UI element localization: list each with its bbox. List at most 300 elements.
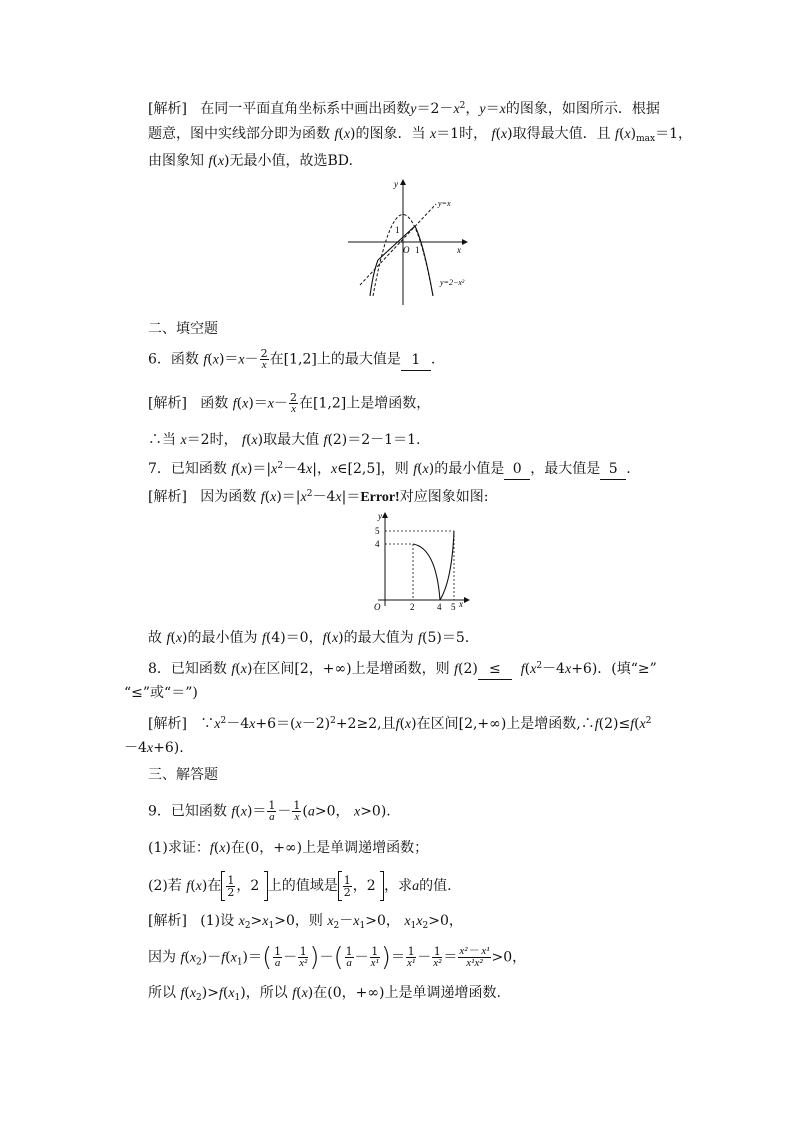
solution-7-line-2 xyxy=(148,628,469,649)
var: x xyxy=(175,631,183,646)
var: f xyxy=(323,433,328,448)
var: f xyxy=(186,879,191,894)
tick-label-4: 4 xyxy=(375,539,380,549)
text: 8．已知函数 xyxy=(148,661,227,677)
answer-blank-max: 5 xyxy=(600,459,626,480)
var: f xyxy=(261,631,266,646)
text: ( xyxy=(212,153,218,169)
solution-6-line-2 xyxy=(148,430,420,451)
subscript: 2 xyxy=(196,993,202,1003)
text: 故 xyxy=(148,630,162,646)
var: f xyxy=(594,717,599,732)
var: f xyxy=(231,462,236,477)
text: ( xyxy=(184,985,190,1001)
text: ， xyxy=(465,101,480,117)
numerator: x²－ x¹ xyxy=(459,945,490,957)
solution-8-line-2 xyxy=(124,738,184,759)
numerator: 1 xyxy=(345,945,353,958)
text: ) xyxy=(630,126,637,142)
exponent: 2 xyxy=(645,716,652,726)
text: ，求 xyxy=(384,878,413,894)
text: －4 xyxy=(312,489,336,505)
var: f xyxy=(208,154,213,169)
var: f xyxy=(203,352,208,368)
text: >0， xyxy=(314,803,350,820)
var: f xyxy=(180,986,185,1001)
solution-5-line-3 xyxy=(148,151,353,172)
label-one-y: 1 xyxy=(395,225,400,235)
text: >0，则 xyxy=(274,913,323,929)
solution-tag: [解析] xyxy=(148,101,187,117)
exponent: 2 xyxy=(220,716,227,726)
text: ，最大值是 xyxy=(530,461,601,477)
denominator: x² xyxy=(433,957,442,969)
text: － xyxy=(277,803,292,820)
var: x xyxy=(639,717,646,732)
text: )的最小值为 xyxy=(182,630,258,646)
text: 由图象知 xyxy=(148,153,204,169)
var: f xyxy=(232,396,237,412)
label-origin: O xyxy=(374,602,381,612)
text: － xyxy=(319,949,334,966)
text: (2)＝2－1＝1. xyxy=(327,432,421,448)
text: (1)求证： xyxy=(148,840,210,856)
text: +6)．(填“≥” xyxy=(571,661,657,677)
text: 对应图象如图: xyxy=(399,489,489,505)
text: )＝| xyxy=(276,489,301,505)
text: ( xyxy=(296,985,302,1001)
numerator: 1 xyxy=(293,799,301,812)
text: 的图象，如图所示．根据 xyxy=(505,101,660,117)
solution-5-line-2 xyxy=(148,124,692,149)
error-text: Error! xyxy=(360,490,400,505)
text: |＝ xyxy=(341,489,361,505)
text: 6．函数 xyxy=(148,351,199,368)
text: ( xyxy=(302,803,308,820)
var: x xyxy=(251,433,258,448)
text: ( xyxy=(495,126,501,142)
var: x xyxy=(327,914,334,929)
denominator: x¹ xyxy=(407,957,416,969)
numerator: 1 xyxy=(407,945,415,958)
subscript: 1 xyxy=(236,957,243,968)
text: － xyxy=(339,913,354,929)
subscript: 2 xyxy=(333,921,340,931)
text: 的图象．当 xyxy=(355,126,426,142)
denominator: x² xyxy=(299,957,308,969)
fraction xyxy=(298,946,308,969)
x-axis-arrow xyxy=(464,597,470,603)
var: x xyxy=(217,154,225,169)
solution-tag: [解析] xyxy=(148,716,187,732)
fraction xyxy=(292,800,301,823)
text: )在(0，+∞)上是单调递增函数； xyxy=(225,840,429,856)
var: x xyxy=(453,102,460,117)
text: 在[1,2]上的最大值是 xyxy=(269,351,401,368)
text: － xyxy=(274,395,289,412)
var: x xyxy=(249,717,256,732)
text: ∴当 xyxy=(148,432,176,448)
text: 因为 xyxy=(148,949,176,966)
text: ( xyxy=(618,126,625,142)
var: f xyxy=(218,986,223,1001)
var: x xyxy=(270,490,277,505)
tick-label-5: 5 xyxy=(375,526,380,536)
text: +6). xyxy=(153,740,184,756)
numerator: 2 xyxy=(260,347,268,360)
fraction xyxy=(267,800,276,823)
denominator: x xyxy=(291,403,296,415)
var: a xyxy=(307,804,315,820)
var: x xyxy=(262,914,269,929)
denominator: a xyxy=(269,811,275,823)
figure-abs-function xyxy=(358,508,474,613)
paren-open: ( xyxy=(333,942,344,973)
y-axis-arrow xyxy=(382,512,388,518)
var: x xyxy=(242,396,249,412)
tick-label-x4: 4 xyxy=(437,602,442,612)
var: y xyxy=(410,102,417,117)
var: x xyxy=(189,986,197,1001)
question-9-part-1 xyxy=(148,838,428,859)
text: 函数 xyxy=(200,395,229,412)
solution-8-line-1 xyxy=(148,711,652,735)
exponent: 2 xyxy=(330,716,336,726)
text: )－ xyxy=(201,949,222,966)
paren-open: ( xyxy=(262,942,273,973)
label-y-eq-x: y=x xyxy=(438,199,451,208)
question-9-part-2 xyxy=(148,871,452,901)
text: )＝ xyxy=(242,949,263,966)
text: 在[1,2]上是增函数， xyxy=(299,395,431,412)
question-6 xyxy=(148,348,435,371)
var: x xyxy=(240,662,247,677)
text: ( xyxy=(235,803,241,820)
text: > xyxy=(250,913,263,929)
text: 7．已知函数 xyxy=(148,461,227,477)
text: (4)＝0， xyxy=(265,630,323,646)
answer-blank-min: 0 xyxy=(504,459,530,480)
numerator: 1 xyxy=(227,873,235,887)
var: x xyxy=(230,950,237,966)
var: x xyxy=(353,804,361,820)
text: |， xyxy=(312,461,331,477)
denominator: 2 xyxy=(343,885,351,899)
var: x xyxy=(353,914,360,929)
text: －4 xyxy=(542,661,565,677)
text: － xyxy=(417,949,432,966)
text: ＝1时， xyxy=(436,126,488,142)
text: ( xyxy=(524,661,531,677)
var: f xyxy=(322,631,327,646)
question-8-line-2: “≤”或“＝”) xyxy=(124,685,198,701)
subscript: 2 xyxy=(422,921,429,931)
text: ( xyxy=(235,661,241,677)
var: x xyxy=(335,490,342,505)
var: f xyxy=(292,986,297,1001)
var: x xyxy=(214,717,221,732)
question-7 xyxy=(148,456,631,480)
text: ＝ xyxy=(443,949,458,966)
var: x xyxy=(416,914,423,929)
fraction xyxy=(289,392,298,415)
text: －4 xyxy=(283,461,307,477)
text: )＝ xyxy=(246,803,267,820)
denominator: x xyxy=(294,811,300,823)
var: a xyxy=(412,879,420,894)
curve-left xyxy=(413,544,440,600)
subscript: 2 xyxy=(244,921,251,931)
text: )＝ xyxy=(248,395,268,412)
var: f xyxy=(242,433,246,448)
denominator: 2 xyxy=(227,885,235,899)
var: x xyxy=(499,102,506,117)
solution-9-line-1 xyxy=(148,911,463,936)
numerator: 1 xyxy=(371,945,379,958)
fraction xyxy=(345,946,354,969)
question-8-line-1 xyxy=(148,656,657,680)
numerator: 2 xyxy=(290,391,298,404)
solution-tag: [解析] xyxy=(148,489,187,505)
text: >0). xyxy=(360,803,391,820)
var: x xyxy=(624,127,631,142)
var: x xyxy=(343,127,351,142)
var: f xyxy=(454,662,458,677)
text: >0， xyxy=(491,949,527,966)
answer-blank: ≤ xyxy=(478,659,512,680)
text: . xyxy=(626,461,631,477)
var: f xyxy=(520,662,525,677)
var: x xyxy=(238,352,245,368)
tick-label-x2: 2 xyxy=(410,602,415,612)
text: ＝2时， xyxy=(186,432,238,448)
paren-close: ) xyxy=(380,942,392,973)
text: ＝1， xyxy=(655,126,692,142)
var: f xyxy=(418,631,422,646)
text: 在同一平面直角坐标系中画出函数 xyxy=(200,101,411,117)
tick-label-x5: 5 xyxy=(451,602,456,612)
solution-6-line-1 xyxy=(148,392,430,415)
text: )取得最大值．且 xyxy=(507,126,611,142)
var: x xyxy=(306,462,313,477)
var: x xyxy=(404,914,411,929)
text: ( xyxy=(213,840,220,856)
var: f xyxy=(630,717,635,732)
solution-9-line-2 xyxy=(148,942,527,973)
var: x xyxy=(429,127,437,142)
text: ＝ xyxy=(485,101,500,117)
text: ( xyxy=(184,949,190,966)
denominator: x¹x² xyxy=(466,957,483,969)
text: － xyxy=(283,949,298,966)
text: 题意，图中实线部分即为函数 xyxy=(148,126,330,142)
text: 所以 xyxy=(148,985,176,1001)
text: － xyxy=(244,351,259,368)
denominator: a xyxy=(346,957,352,969)
text: －4 xyxy=(226,716,250,732)
fraction xyxy=(370,946,380,969)
var: x xyxy=(180,433,187,448)
text: －4 xyxy=(124,740,147,756)
text: )> xyxy=(201,985,219,1001)
var: x xyxy=(295,717,302,732)
fraction xyxy=(226,875,235,898)
var: x xyxy=(564,662,572,677)
text: ( xyxy=(190,878,196,894)
text: ( xyxy=(245,432,252,448)
var: x xyxy=(267,396,275,412)
solution-tag: [解析] xyxy=(148,913,187,929)
text: >0， xyxy=(428,913,463,929)
parabola-solid-right xyxy=(415,226,433,296)
label-origin: O xyxy=(403,245,410,255)
var: y xyxy=(479,102,486,117)
numerator: 1 xyxy=(433,945,441,958)
var: x xyxy=(300,490,307,505)
denominator: x xyxy=(261,359,267,371)
exponent: 2 xyxy=(306,489,313,499)
section-solve: 三、解答题 xyxy=(148,767,218,783)
text: 9．已知函数 xyxy=(148,803,227,820)
text: ，2 xyxy=(352,878,376,894)
label-parabola: y=2−x² xyxy=(440,278,465,287)
subscript: 2 xyxy=(196,957,202,968)
text: ，2 xyxy=(236,878,260,894)
text: ) xyxy=(350,126,356,142)
exponent: 2 xyxy=(459,101,466,111)
figure-parabola-and-line xyxy=(340,175,480,310)
text: )的最大值为 xyxy=(338,630,414,646)
text: ( xyxy=(264,489,271,505)
numerator: 1 xyxy=(343,873,351,887)
subscript: 1 xyxy=(234,993,241,1003)
var: f xyxy=(615,127,619,142)
text: )＝| xyxy=(246,461,272,477)
var: f xyxy=(231,804,236,820)
text: ( xyxy=(417,461,423,477)
var: f xyxy=(166,631,171,646)
var: f xyxy=(260,490,265,505)
text: >0， xyxy=(365,913,400,929)
text: (2) xyxy=(457,661,478,677)
var: x xyxy=(189,950,197,966)
y-axis-label: y xyxy=(394,179,398,189)
x-axis-label: x xyxy=(457,245,461,255)
var: x xyxy=(271,462,278,477)
solution-5-line-1 xyxy=(148,96,660,120)
text: ( xyxy=(170,630,176,646)
paren-close: ) xyxy=(309,942,320,973)
text: ( xyxy=(236,395,243,412)
var: f xyxy=(209,841,214,856)
fraction xyxy=(406,946,416,969)
fraction xyxy=(343,875,352,898)
left-bracket xyxy=(221,871,225,901)
text: )在区间[2,+∞)上是增函数,∴ xyxy=(411,716,595,732)
var: f xyxy=(491,127,496,142)
denominator: x¹ xyxy=(370,957,379,969)
text: ( xyxy=(634,716,640,732)
var: x xyxy=(240,462,247,477)
left-bracket xyxy=(338,871,342,901)
text: －2) xyxy=(301,716,331,732)
var: x xyxy=(404,717,412,732)
text: )在 xyxy=(201,878,222,894)
var: f xyxy=(395,717,400,732)
numerator: 1 xyxy=(299,945,307,958)
text: ＝2－ xyxy=(416,101,454,117)
text: )＝ xyxy=(218,351,239,368)
text: ＝ xyxy=(391,949,406,966)
y-axis-arrow xyxy=(400,179,406,185)
fraction xyxy=(273,946,282,969)
subscript: 1 xyxy=(268,921,275,931)
numerator: 1 xyxy=(274,945,282,958)
solution-7-line-1 xyxy=(148,484,488,508)
text: 上的值域是 xyxy=(267,878,338,894)
numerator: 1 xyxy=(268,799,276,812)
text: +2≥2,且 xyxy=(335,716,396,732)
text: ( xyxy=(338,126,344,142)
var: f xyxy=(180,950,185,966)
var: f xyxy=(334,127,339,142)
text: － xyxy=(354,949,369,966)
text: )的最小值是 xyxy=(428,461,505,477)
text: 的值. xyxy=(419,878,452,894)
denominator: a xyxy=(274,957,281,969)
fraction xyxy=(458,946,490,969)
var: x xyxy=(530,662,537,677)
var: x xyxy=(228,986,235,1001)
line-y-eq-x-dashed xyxy=(360,204,436,285)
text: (1)设 xyxy=(200,913,235,929)
x-axis-label: x xyxy=(459,599,463,609)
var: x xyxy=(238,914,245,929)
answer-blank: 1 xyxy=(401,350,431,371)
var: x xyxy=(240,804,247,820)
curve-right xyxy=(440,531,454,600)
exponent: 2 xyxy=(277,461,284,471)
text: )在(0，+∞)上是单调递增函数. xyxy=(307,985,501,1001)
y-axis-label: y xyxy=(378,511,382,521)
text: ∵ xyxy=(200,716,215,732)
text: (5)＝5. xyxy=(421,630,470,646)
question-9 xyxy=(148,800,391,823)
solution-9-line-3 xyxy=(148,983,501,1008)
var: x xyxy=(219,841,226,856)
text: (2)若 xyxy=(148,878,182,894)
var: x xyxy=(500,127,508,142)
text: )，所以 xyxy=(240,985,288,1001)
text: ∈[2,5]，则 xyxy=(337,461,409,477)
x-axis-arrow xyxy=(462,239,468,245)
text: ( xyxy=(235,461,241,477)
text: ( xyxy=(399,716,405,732)
text: )取最大值 xyxy=(257,432,320,448)
text: . xyxy=(430,351,436,368)
text: ( xyxy=(207,351,213,368)
var: x xyxy=(212,352,219,368)
var: x xyxy=(330,462,338,477)
var: x xyxy=(331,631,339,646)
text: +6＝( xyxy=(255,716,296,732)
var: x xyxy=(195,879,202,894)
text: ( xyxy=(225,949,231,966)
var: x xyxy=(301,986,308,1001)
var: x xyxy=(422,462,429,477)
text: (2)≤ xyxy=(598,716,631,732)
text: )在区间[2，+∞)上是增函数，则 xyxy=(246,661,450,677)
